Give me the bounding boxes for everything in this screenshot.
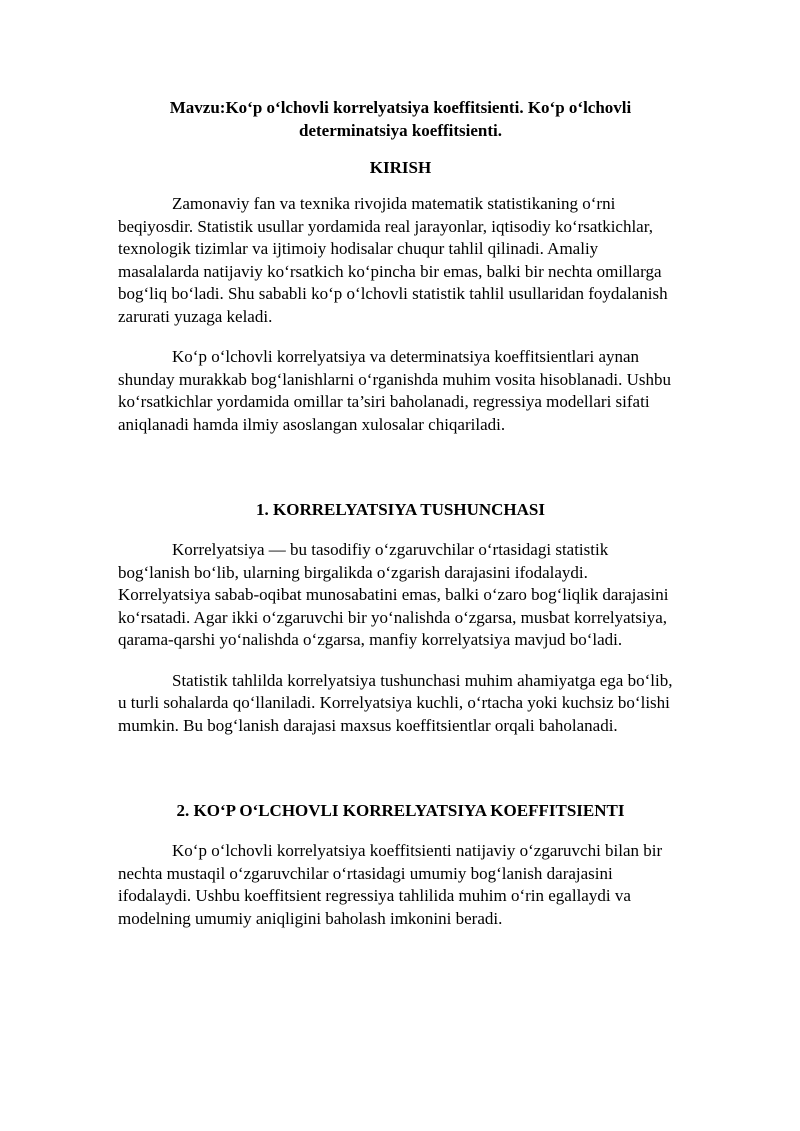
document-page bbox=[118, 96, 683, 930]
section1-paragraph-1: Korrelyatsiya — bu tasodifiy o‘zgaruvchilar o‘rtasidagi statistik bog‘lanish bo‘lib, ularning birgalikda o‘zgarish darajasini ifodalaydi. Korrelyatsiya sabab-oqibat munosabatini emas, balki o‘zaro bog‘liqlik darajasini ko‘rsatadi. Agar ikki o‘zgaruvchi bir yo‘nalishda o‘zgarsa, musbat korrelyatsiya, qarama-qarshi yo‘nalishda o‘zgarsa, manfiy korrelyatsiya mavjud bo‘ladi. bbox=[118, 540, 669, 649]
intro-paragraph-2: Ko‘p o‘lchovli korrelyatsiya va determinatsiya koeffitsientlari aynan shunday murakkab bog‘lanishlarni o‘rganishda muhim vosita hisoblanadi. Ushbu ko‘rsatkichlar yordamida omillar ta’siri baholanadi, regressiya modellari sifati aniqlanadi hamda ilmiy asoslangan xulosalar chiqariladi. bbox=[118, 347, 672, 434]
section1-paragraph-2: Statistik tahlilda korrelyatsiya tushunchasi muhim ahamiyatga ega bo‘lib, u turli sohalarda qo‘llaniladi. Korrelyatsiya kuchli, o‘rtacha yoki kuchsiz bo‘lishi mumkin. Bu bog‘lanish darajasi maxsus koeffitsientlar orqali baholanadi. bbox=[118, 670, 673, 735]
intro-heading: KIRISH bbox=[369, 158, 432, 177]
document-title: Mavzu:Ko‘p o‘lchovli korrelyatsiya koeffitsienti. Ko‘p o‘lchovli determinatsiya koeffitsienti. bbox=[169, 98, 632, 140]
section2-paragraph-1: Ko‘p o‘lchovli korrelyatsiya koeffitsienti natijaviy o‘zgaruvchi bilan bir nechta mustaqil o‘zgaruvchilar o‘rtasidagi umumiy bog‘lanish darajasini ifodalaydi. Ushbu koeffitsient regressiya tahlilida muhim o‘rin egallaydi va modelning umumiy aniqligini baholash imkonini beradi. bbox=[118, 841, 663, 928]
intro-paragraph-1: Zamonaviy fan va texnika rivojida matematik statistikaning o‘rni beqiyosdir. Statistik usullar yordamida real jarayonlar, iqtisodiy ko‘rsatkichlar, texnologik tizimlar va ijtimoiy hodisalar chuqur tahlil qilinadi. Amaliy masalalarda natijaviy ko‘rsatkich ko‘pincha bir emas, balki bir nechta omillarga bog‘liq bo‘ladi. Shu sababli ko‘p o‘lchovli statistik tahlil usullaridan foydalanish zarurati yuzaga keladi. bbox=[118, 194, 668, 326]
section1-heading: 1. KORRELYATSIYA TUSHUNCHASI bbox=[256, 500, 545, 519]
section2-heading: 2. KO‘P O‘LCHOVLI KORRELYATSIYA KOEFFITSIENTI bbox=[176, 801, 625, 820]
